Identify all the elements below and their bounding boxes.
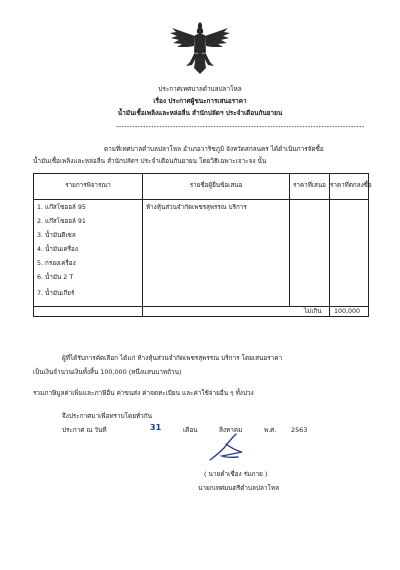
table-total-divider [34,306,368,307]
table-header-agreed-price: ราคาที่ตกลงซื้อ [330,182,372,189]
announce-month-label: เดือน [183,426,198,434]
star-divider: ******************************************************************************************** [116,126,365,130]
garuda-emblem-icon [168,22,232,76]
announce-line: จึงประกาศมาเพื่อทราบโดยทั่วกัน [62,412,152,420]
result-line-2: เป็นเงินจำนวนเงินทั้งสิ้น 100,000 (หนึ่งแสนบาทถ้วน) [33,368,182,376]
signature-mark [204,430,250,466]
total-value: 100,000 [334,308,361,315]
intro-line-2: น้ำมันเชื้อเพลิงและหล่อลื่น สำนักปลัดฯ ประจำเดือนกันยายน โดยวิธีเฉพาะเจาะจง นั้น [33,157,267,165]
announce-year-label: พ.ศ. [264,426,277,434]
table-row: 3. น้ำมันดีเซล [37,232,76,239]
announcement-org-title: ประกาศเทศบาลตำบลปลาโหล [158,85,242,93]
announce-month: สิงหาคม [219,426,243,434]
total-label: ไม่เกิน [304,308,322,315]
table-row: 2. แก๊สโซฮอล์ 91 [37,218,86,225]
table-row: 5. กรองเครื่อง [37,260,76,267]
signatory-position: นายกเทศมนตรีตำบลปลาโหล [198,484,280,492]
table-col-divider [289,174,290,306]
announce-year: 2563 [291,426,308,434]
table-row: 6. น้ำมัน 2 T [37,274,74,281]
result-line-3: รวมภาษีมูลค่าเพิ่มและภาษีอื่น ค่าขนส่ง ค่าจดทะเบียน และค่าใช้จ่ายอื่น ๆ ทั้งปวง [33,389,254,397]
table-header-offered-price: ราคาที่เสนอ [293,182,326,189]
table-header-divider [34,199,368,200]
announcement-item-title: น้ำมันเชื้อเพลิงและหล่อลื่น สำนักปลัดฯ ประจำเดือนกันยายน [117,109,283,117]
table-col-divider [329,174,330,316]
table-header-bidder: รายชื่อผู้ยื่นข้อเสนอ [189,182,243,189]
result-line-1: ผู้ที่ได้รับการคัดเลือก ได้แก่ ห้างหุ้นส่วนจำกัดเพชรสุพรรณ บริการ โดยเสนอราคา [62,354,283,362]
table-row: 4. น้ำมันเครื่อง [37,246,78,253]
bid-table [33,173,372,317]
signatory-name: ( นายคำเชื่อง ร่มภาย ) [204,470,268,478]
table-row: 7. น้ำมันเกียร์ [37,290,75,297]
announce-date-prefix: ประกาศ ณ วันที่ [62,426,107,434]
bidder-name: ห้างหุ้นส่วนจำกัดเพชรสุพรรณ บริการ [146,204,247,211]
announce-day: 31 [150,423,162,432]
announcement-subject: เรื่อง ประกาศผู้ชนะการเสนอราคา [153,97,247,105]
intro-line-1: ตามที่เทศบาลตำบลปลาโหล อำเภอวาริชภูมิ จังหวัดสกลนคร ได้ดำเนินการจัดซื้อ [104,145,324,153]
table-row: 1. แก๊สโซฮอล์ 95 [37,204,86,211]
table-header-item: รายการพิจารณา [65,182,111,189]
table-col-divider [142,174,143,316]
